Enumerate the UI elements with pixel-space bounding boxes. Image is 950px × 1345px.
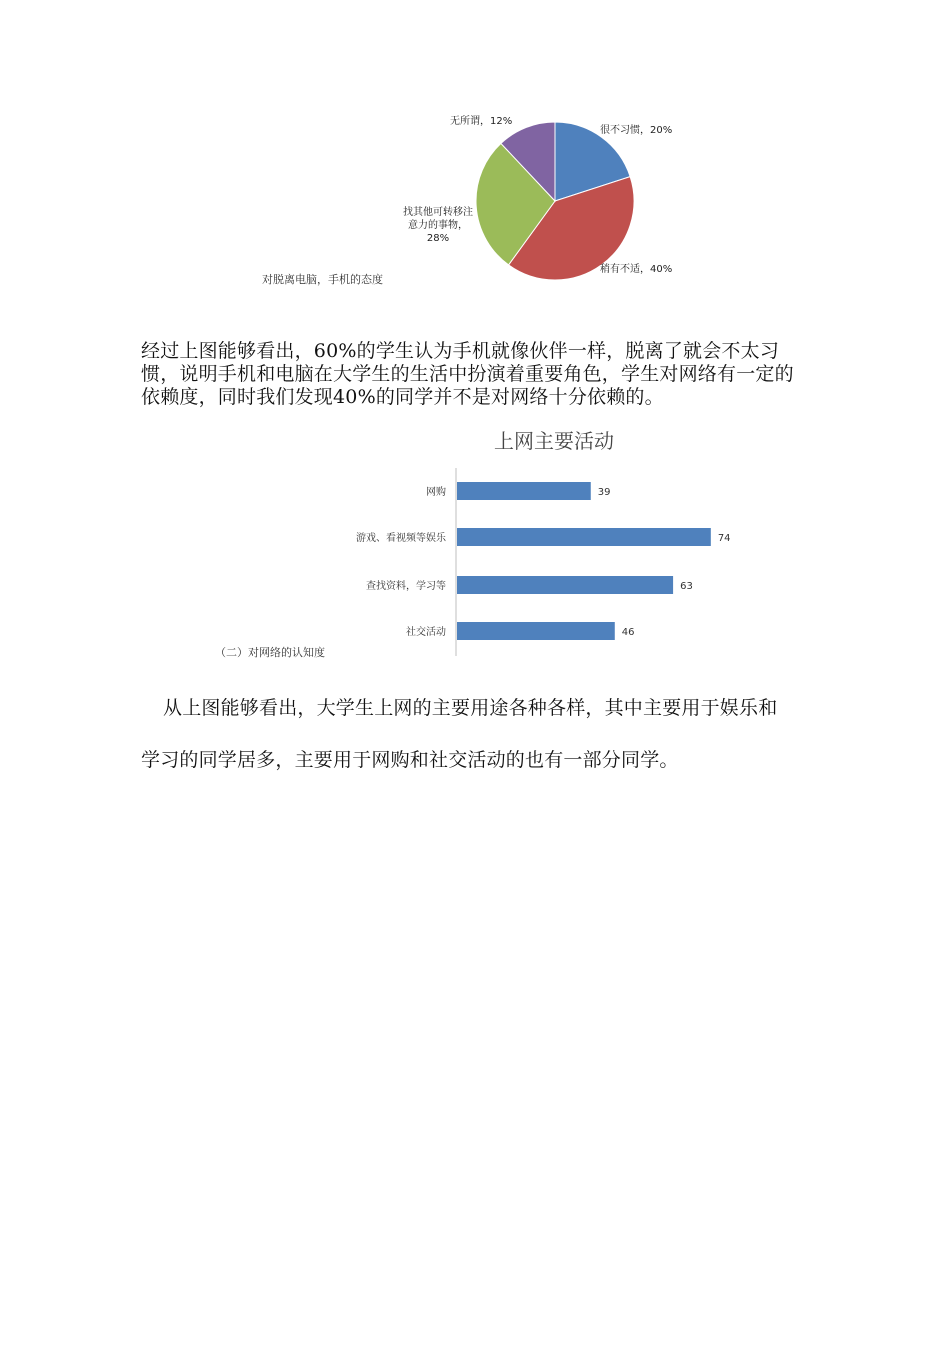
bar-chart-title: 上网主要活动 xyxy=(494,429,614,453)
paragraph-1: 经过上图能够看出，60%的学生认为手机就像伙伴一样，脱离了就会不太习惯，说明手机和电脑在大学生的生活中扮演着重要角色，学生对网络有一定的依赖度，同时我们发现40%的同学并不是对网络十分依赖的。 xyxy=(141,340,794,408)
bar-value-label-1: 74 xyxy=(717,533,731,544)
pie-label-wusuowei: 无所谓，12% xyxy=(450,116,513,127)
bar-3 xyxy=(457,622,615,640)
paragraph-2-line-1: 从上图能够看出，大学生上网的主要用途各种各样，其中主要用于娱乐和 xyxy=(163,697,778,719)
bar-caption: （二）对网络的认知度 xyxy=(215,646,325,659)
pie-label-zhuanyi-3: 28% xyxy=(426,233,450,244)
bar-2 xyxy=(457,576,673,594)
pie-label-zhuanyi-1: 找其他可转移注 xyxy=(403,207,473,218)
bar-0 xyxy=(457,482,591,500)
pie-chart xyxy=(380,105,700,290)
pie-caption: 对脱离电脑，手机的态度 xyxy=(262,273,383,286)
bar-category-label-2: 查找资料，学习等 xyxy=(366,581,446,592)
bar-value-label-0: 39 xyxy=(597,487,611,498)
paragraph-2 xyxy=(141,682,809,786)
bar-category-label-1: 游戏、看视频等娱乐 xyxy=(356,533,446,544)
pie-label-zhuanyi-2: 意力的事物， xyxy=(408,220,468,231)
bar-value-label-2: 63 xyxy=(680,581,693,592)
bar-category-label-0: 网购 xyxy=(426,487,446,498)
bar-1 xyxy=(457,528,711,546)
paragraph-2-line-2: 学习的同学居多，主要用于网购和社交活动的也有一部分同学。 xyxy=(141,749,679,771)
bar-value-label-3: 46 xyxy=(621,627,635,638)
bar-chart xyxy=(300,420,760,660)
bar-category-label-3: 社交活动 xyxy=(406,627,446,638)
pie-label-shaoyou: 稍有不适，40% xyxy=(600,264,673,275)
pie-label-bu-xiguan: 很不习惯，20% xyxy=(600,125,673,136)
